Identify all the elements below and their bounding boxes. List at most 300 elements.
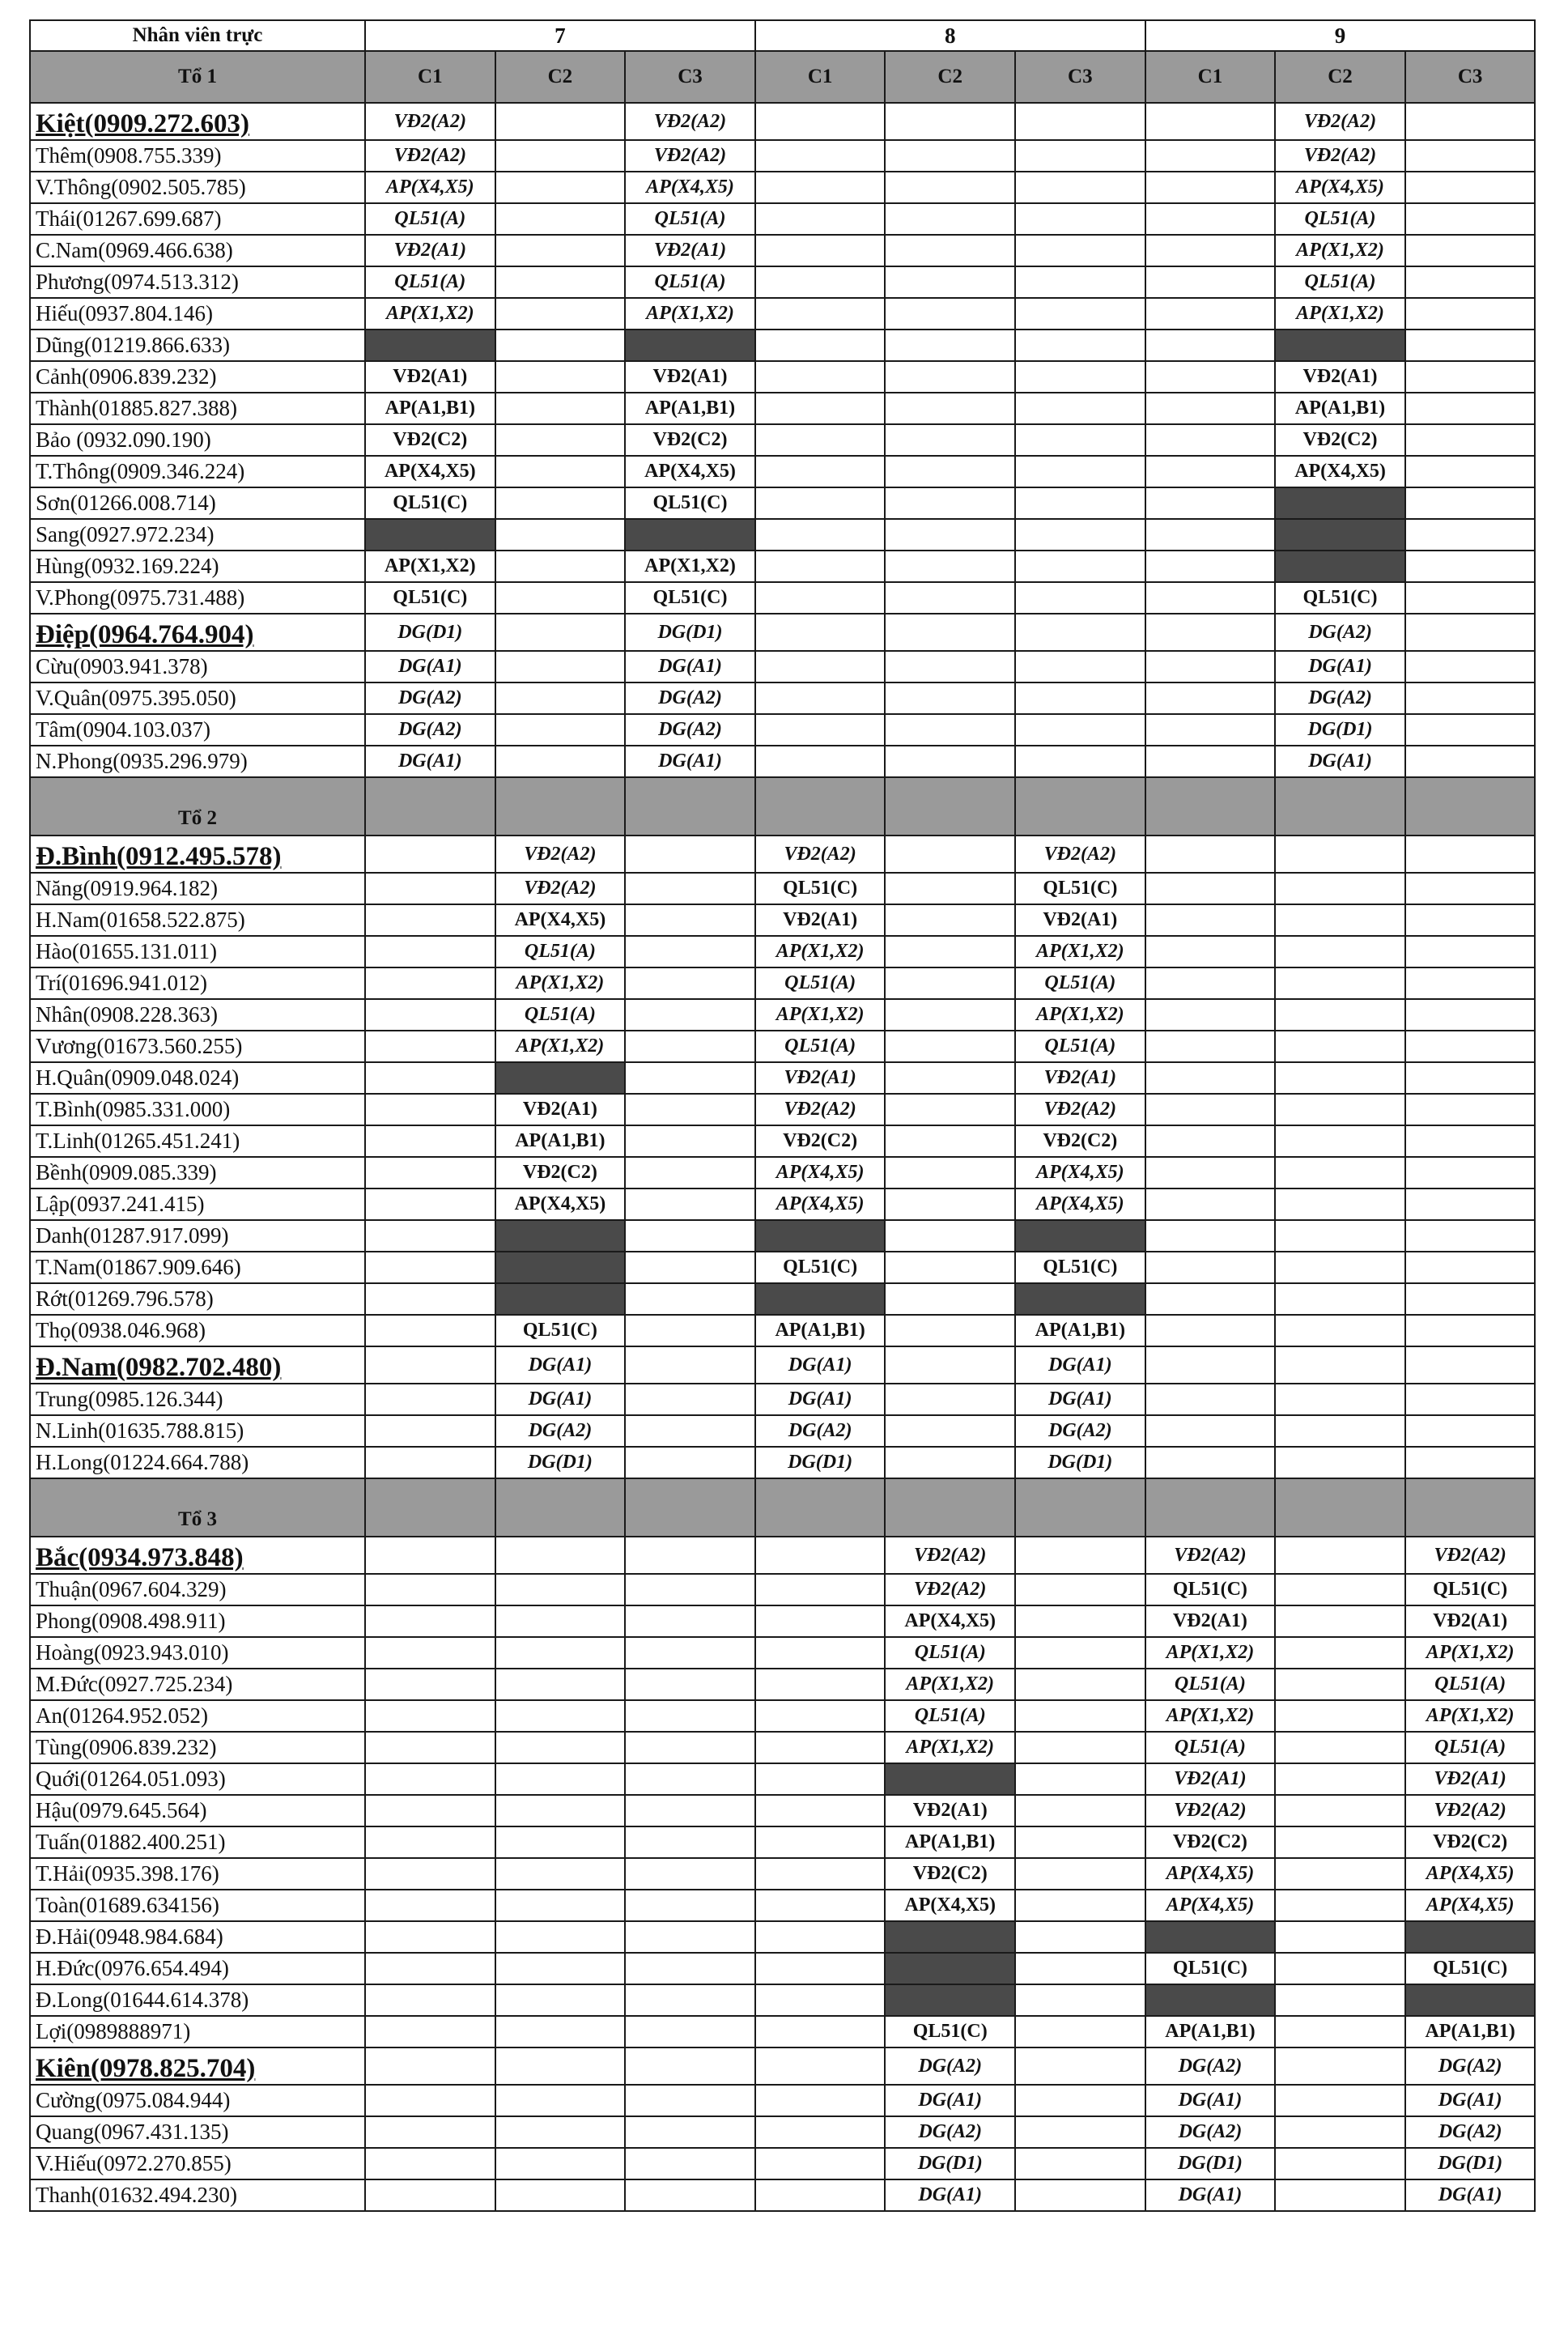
empty-cell (495, 2179, 626, 2211)
empty-cell (625, 2085, 755, 2116)
empty-cell (1275, 2016, 1405, 2047)
assignment-cell: VĐ2(A2) (1405, 1537, 1536, 1574)
empty-cell (625, 999, 755, 1031)
staff-row (30, 235, 1535, 266)
empty-cell (885, 519, 1015, 551)
assignment-cell: VĐ2(A2) (1145, 1537, 1276, 1574)
team-leader-name: Đ.Nam(0982.702.480) (30, 1346, 365, 1384)
empty-cell (885, 1346, 1015, 1384)
assignment-cell: DG(A2) (625, 714, 755, 746)
staff-row (30, 1890, 1535, 1921)
assignment-cell: QL51(A) (495, 936, 626, 967)
empty-cell (625, 1157, 755, 1189)
group-header-row (30, 1478, 1535, 1537)
assignment-cell: VĐ2(A1) (885, 1795, 1015, 1826)
assignment-cell: AP(X1,X2) (625, 551, 755, 582)
staff-row (30, 487, 1535, 519)
empty-cell (625, 1315, 755, 1346)
assignment-cell: AP(X4,X5) (755, 1189, 886, 1220)
empty-cell (495, 1826, 626, 1858)
empty-cell (625, 1700, 755, 1732)
empty-cell (1275, 1062, 1405, 1094)
empty-cell (885, 266, 1015, 298)
staff-row (30, 1384, 1535, 1415)
empty-cell (1015, 1669, 1145, 1700)
empty-cell (625, 2016, 755, 2047)
empty-cell (1145, 1415, 1276, 1447)
empty-cell (365, 2047, 495, 2085)
assignment-cell: VĐ2(A1) (755, 904, 886, 936)
empty-cell (365, 1732, 495, 1763)
assignment-cell: AP(A1,B1) (495, 1125, 626, 1157)
empty-cell (1145, 203, 1276, 235)
empty-cell (755, 1732, 886, 1763)
assignment-cell: AP(X4,X5) (625, 456, 755, 487)
empty-cell (1015, 393, 1145, 424)
empty-cell (755, 519, 886, 551)
empty-cell (495, 330, 626, 361)
assignment-cell: AP(X4,X5) (495, 1189, 626, 1220)
empty-cell (625, 1062, 755, 1094)
assignment-cell: AP(X1,X2) (365, 551, 495, 582)
staff-row (30, 873, 1535, 904)
empty-cell (885, 203, 1015, 235)
assignment-cell: AP(X1,X2) (1145, 1700, 1276, 1732)
empty-cell (1405, 746, 1536, 777)
assignment-cell: DG(A1) (495, 1384, 626, 1415)
empty-cell (625, 1220, 755, 1252)
off-duty-cell (365, 519, 495, 551)
empty-cell (1145, 172, 1276, 203)
empty-cell (885, 967, 1015, 999)
staff-name: Bảo (0932.090.190) (30, 424, 365, 456)
assignment-cell: VĐ2(C2) (1015, 1125, 1145, 1157)
empty-cell (625, 836, 755, 873)
empty-cell (495, 651, 626, 682)
empty-cell (1275, 1858, 1405, 1890)
staff-row (30, 999, 1535, 1031)
empty-cell (1145, 936, 1276, 967)
staff-name: Năng(0919.964.182) (30, 873, 365, 904)
empty-cell (625, 1921, 755, 1953)
empty-cell (1275, 1637, 1405, 1669)
assignment-cell: DG(D1) (885, 2148, 1015, 2179)
empty-cell (755, 393, 886, 424)
empty-cell (625, 1031, 755, 1062)
empty-cell (1015, 1605, 1145, 1637)
empty-cell (1145, 361, 1276, 393)
empty-cell (885, 1062, 1015, 1094)
empty-cell (625, 1763, 755, 1795)
empty-cell (495, 1669, 626, 1700)
empty-cell (625, 1890, 755, 1921)
off-duty-cell (365, 330, 495, 361)
empty-cell (885, 393, 1015, 424)
empty-cell (365, 1890, 495, 1921)
empty-cell (1145, 393, 1276, 424)
empty-cell (1275, 936, 1405, 967)
off-duty-cell (1275, 551, 1405, 582)
empty-cell (885, 714, 1015, 746)
empty-cell (625, 1669, 755, 1700)
team-leader-row (30, 1537, 1535, 1574)
assignment-cell: DG(A1) (1015, 1346, 1145, 1384)
group-header-cell (755, 1478, 886, 1537)
empty-cell (885, 172, 1015, 203)
staff-name: M.Đức(0927.725.234) (30, 1669, 365, 1700)
assignment-cell: VĐ2(C2) (365, 424, 495, 456)
empty-cell (625, 936, 755, 967)
empty-cell (495, 1890, 626, 1921)
shift-header: C2 (495, 51, 626, 103)
empty-cell (365, 1283, 495, 1315)
shift-header: C1 (365, 51, 495, 103)
empty-cell (1405, 424, 1536, 456)
empty-cell (1015, 1574, 1145, 1605)
team-leader-name: Kiên(0978.825.704) (30, 2047, 365, 2085)
staff-name: Thái(01267.699.687) (30, 203, 365, 235)
staff-row (30, 203, 1535, 235)
empty-cell (625, 2047, 755, 2085)
empty-cell (365, 2085, 495, 2116)
empty-cell (365, 1031, 495, 1062)
staff-name: T.Linh(01265.451.241) (30, 1125, 365, 1157)
empty-cell (755, 1669, 886, 1700)
empty-cell (625, 1637, 755, 1669)
empty-cell (1145, 1094, 1276, 1125)
empty-cell (1275, 1252, 1405, 1283)
empty-cell (1015, 361, 1145, 393)
empty-cell (365, 1826, 495, 1858)
empty-cell (365, 1953, 495, 1984)
duty-roster-sheet (29, 19, 1535, 2212)
team-leader-name: Bắc(0934.973.848) (30, 1537, 365, 1574)
empty-cell (885, 904, 1015, 936)
empty-cell (885, 424, 1015, 456)
empty-cell (1275, 1890, 1405, 1921)
assignment-cell: AP(X4,X5) (495, 904, 626, 936)
empty-cell (365, 836, 495, 873)
empty-cell (625, 1537, 755, 1574)
staff-name: Danh(01287.917.099) (30, 1220, 365, 1252)
group-header-cell (625, 777, 755, 836)
empty-cell (495, 361, 626, 393)
empty-cell (1015, 456, 1145, 487)
assignment-cell: AP(A1,B1) (755, 1315, 886, 1346)
empty-cell (1015, 2116, 1145, 2148)
empty-cell (1015, 2148, 1145, 2179)
empty-cell (495, 103, 626, 140)
assignment-cell: DG(A2) (1275, 614, 1405, 651)
empty-cell (755, 1984, 886, 2016)
team-leader-row (30, 614, 1535, 651)
assignment-cell: AP(X1,X2) (1405, 1700, 1536, 1732)
empty-cell (1275, 1921, 1405, 1953)
empty-cell (365, 1062, 495, 1094)
assignment-cell: VĐ2(A1) (365, 235, 495, 266)
empty-cell (1405, 235, 1536, 266)
empty-cell (1405, 1447, 1536, 1478)
empty-cell (1015, 1890, 1145, 1921)
staff-name: Nhân(0908.228.363) (30, 999, 365, 1031)
empty-cell (1275, 1031, 1405, 1062)
staff-name: Đ.Long(01644.614.378) (30, 1984, 365, 2016)
empty-cell (365, 1537, 495, 1574)
assignment-cell: VĐ2(A2) (495, 873, 626, 904)
empty-cell (885, 140, 1015, 172)
assignment-cell: DG(A2) (885, 2116, 1015, 2148)
empty-cell (365, 1125, 495, 1157)
staff-row (30, 1605, 1535, 1637)
team-leader-name: Đ.Bình(0912.495.578) (30, 836, 365, 873)
assignment-cell: AP(A1,B1) (1405, 2016, 1536, 2047)
shift-header: C3 (625, 51, 755, 103)
staff-row (30, 1921, 1535, 1953)
empty-cell (1015, 551, 1145, 582)
staff-row (30, 266, 1535, 298)
empty-cell (885, 582, 1015, 614)
assignment-cell: AP(X1,X2) (1275, 235, 1405, 266)
group-label: Tổ 1 (30, 51, 365, 103)
empty-cell (755, 1637, 886, 1669)
empty-cell (1405, 904, 1536, 936)
empty-cell (1405, 1189, 1536, 1220)
staff-row (30, 140, 1535, 172)
assignment-cell: VĐ2(C2) (1275, 424, 1405, 456)
assignment-cell: AP(A1,B1) (365, 393, 495, 424)
assignment-cell: VĐ2(A1) (365, 361, 495, 393)
assignment-cell: VĐ2(A1) (1145, 1763, 1276, 1795)
staff-name: Thanh(01632.494.230) (30, 2179, 365, 2211)
empty-cell (1145, 103, 1276, 140)
empty-cell (1145, 1315, 1276, 1346)
empty-cell (755, 235, 886, 266)
staff-row (30, 1574, 1535, 1605)
assignment-cell: QL51(C) (1145, 1574, 1276, 1605)
assignment-cell: AP(X4,X5) (755, 1157, 886, 1189)
staff-row (30, 393, 1535, 424)
empty-cell (1275, 2047, 1405, 2085)
empty-cell (365, 1921, 495, 1953)
empty-cell (1405, 1220, 1536, 1252)
empty-cell (755, 2116, 886, 2148)
empty-cell (1275, 1157, 1405, 1189)
empty-cell (495, 140, 626, 172)
empty-cell (1145, 1189, 1276, 1220)
staff-name: T.Nam(01867.909.646) (30, 1252, 365, 1283)
empty-cell (365, 1346, 495, 1384)
empty-cell (1145, 1252, 1276, 1283)
empty-cell (1145, 487, 1276, 519)
empty-cell (365, 873, 495, 904)
staff-row (30, 746, 1535, 777)
empty-cell (755, 1953, 886, 1984)
off-duty-cell (1275, 330, 1405, 361)
assignment-cell: DG(A1) (1145, 2179, 1276, 2211)
empty-cell (1275, 836, 1405, 873)
empty-cell (1405, 330, 1536, 361)
empty-cell (755, 456, 886, 487)
empty-cell (1275, 1415, 1405, 1447)
empty-cell (755, 1763, 886, 1795)
empty-cell (1275, 873, 1405, 904)
shift-header: C1 (755, 51, 886, 103)
staff-row (30, 361, 1535, 393)
off-duty-cell (1145, 1921, 1276, 1953)
empty-cell (1015, 140, 1145, 172)
group-header-cell (885, 777, 1015, 836)
empty-cell (885, 1283, 1015, 1315)
empty-cell (365, 1415, 495, 1447)
assignment-cell: QL51(A) (1275, 266, 1405, 298)
empty-cell (625, 1858, 755, 1890)
assignment-cell: DG(A1) (625, 651, 755, 682)
empty-cell (1015, 2047, 1145, 2085)
empty-cell (365, 1252, 495, 1283)
empty-cell (1015, 424, 1145, 456)
empty-cell (365, 1447, 495, 1478)
empty-cell (365, 999, 495, 1031)
off-duty-cell (1015, 1283, 1145, 1315)
empty-cell (495, 203, 626, 235)
empty-cell (495, 614, 626, 651)
empty-cell (495, 424, 626, 456)
empty-cell (365, 1574, 495, 1605)
empty-cell (1145, 424, 1276, 456)
assignment-cell: QL51(C) (1405, 1953, 1536, 1984)
empty-cell (1405, 967, 1536, 999)
empty-cell (1015, 614, 1145, 651)
empty-cell (365, 2148, 495, 2179)
empty-cell (1015, 235, 1145, 266)
off-duty-cell (625, 519, 755, 551)
assignment-cell: AP(X4,X5) (885, 1605, 1015, 1637)
empty-cell (365, 1763, 495, 1795)
assignment-cell: AP(X1,X2) (1015, 999, 1145, 1031)
staff-name: Hào(01655.131.011) (30, 936, 365, 967)
staff-name: Trí(01696.941.012) (30, 967, 365, 999)
team-leader-row (30, 103, 1535, 140)
empty-cell (1275, 1953, 1405, 1984)
assignment-cell: VĐ2(A2) (1275, 103, 1405, 140)
empty-cell (1015, 519, 1145, 551)
empty-cell (1405, 1157, 1536, 1189)
empty-cell (495, 393, 626, 424)
empty-cell (885, 298, 1015, 330)
empty-cell (1405, 103, 1536, 140)
staff-name: V.Phong(0975.731.488) (30, 582, 365, 614)
staff-name: An(01264.952.052) (30, 1700, 365, 1732)
empty-cell (1145, 967, 1276, 999)
assignment-cell: DG(A2) (1145, 2116, 1276, 2148)
assignment-cell: VĐ2(A2) (1275, 140, 1405, 172)
empty-cell (495, 1574, 626, 1605)
empty-cell (365, 2116, 495, 2148)
shift-header: C1 (1145, 51, 1276, 103)
assignment-cell: QL51(A) (1145, 1732, 1276, 1763)
assignment-cell: AP(X1,X2) (1275, 298, 1405, 330)
empty-cell (755, 487, 886, 519)
empty-cell (1275, 1189, 1405, 1220)
roster-body (30, 103, 1535, 2211)
empty-cell (1405, 1283, 1536, 1315)
shift-header: C3 (1405, 51, 1536, 103)
empty-cell (365, 1795, 495, 1826)
empty-cell (755, 614, 886, 651)
empty-cell (1405, 936, 1536, 967)
assignment-cell: DG(A1) (365, 651, 495, 682)
assignment-cell: DG(A2) (1145, 2047, 1276, 2085)
empty-cell (755, 682, 886, 714)
empty-cell (755, 2047, 886, 2085)
empty-cell (1145, 140, 1276, 172)
empty-cell (1405, 172, 1536, 203)
day-header-row (30, 20, 1535, 51)
empty-cell (1015, 1763, 1145, 1795)
empty-cell (1015, 298, 1145, 330)
staff-name: Lợi(0989888971) (30, 2016, 365, 2047)
empty-cell (1145, 1384, 1276, 1415)
empty-cell (1275, 904, 1405, 936)
empty-cell (1015, 1826, 1145, 1858)
staff-name: V.Quân(0975.395.050) (30, 682, 365, 714)
empty-cell (495, 1763, 626, 1795)
empty-cell (1405, 1031, 1536, 1062)
assignment-cell: VĐ2(A2) (495, 836, 626, 873)
assignment-cell: AP(X4,X5) (885, 1890, 1015, 1921)
assignment-cell: DG(A1) (885, 2085, 1015, 2116)
assignment-cell: DG(D1) (1015, 1447, 1145, 1478)
assignment-cell: AP(X4,X5) (1275, 456, 1405, 487)
empty-cell (1405, 551, 1536, 582)
staff-row (30, 330, 1535, 361)
staff-name: T.Bình(0985.331.000) (30, 1094, 365, 1125)
day-header: 9 (1145, 20, 1536, 51)
staff-row (30, 519, 1535, 551)
empty-cell (885, 103, 1015, 140)
assignment-cell: QL51(C) (625, 582, 755, 614)
empty-cell (885, 873, 1015, 904)
staff-row (30, 1157, 1535, 1189)
assignment-cell: QL51(C) (755, 1252, 886, 1283)
empty-cell (495, 2085, 626, 2116)
assignment-cell: VĐ2(C2) (1405, 1826, 1536, 1858)
empty-cell (625, 1984, 755, 2016)
shift-header: C2 (1275, 51, 1405, 103)
staff-row (30, 2116, 1535, 2148)
empty-cell (1145, 1220, 1276, 1252)
empty-cell (1275, 967, 1405, 999)
group-header-cell (365, 1478, 495, 1537)
off-duty-cell (885, 1921, 1015, 1953)
empty-cell (625, 1953, 755, 1984)
assignment-cell: AP(X1,X2) (495, 1031, 626, 1062)
empty-cell (1015, 266, 1145, 298)
empty-cell (755, 424, 886, 456)
empty-cell (1405, 1315, 1536, 1346)
empty-cell (495, 746, 626, 777)
assignment-cell: QL51(A) (365, 266, 495, 298)
empty-cell (625, 1125, 755, 1157)
duty-roster-table (29, 19, 1536, 2212)
group-header-cell (1275, 1478, 1405, 1537)
assignment-cell: AP(X1,X2) (1015, 936, 1145, 967)
assignment-cell: QL51(A) (755, 1031, 886, 1062)
group-header-cell (1405, 1478, 1536, 1537)
empty-cell (1015, 746, 1145, 777)
empty-cell (365, 1220, 495, 1252)
empty-cell (625, 873, 755, 904)
